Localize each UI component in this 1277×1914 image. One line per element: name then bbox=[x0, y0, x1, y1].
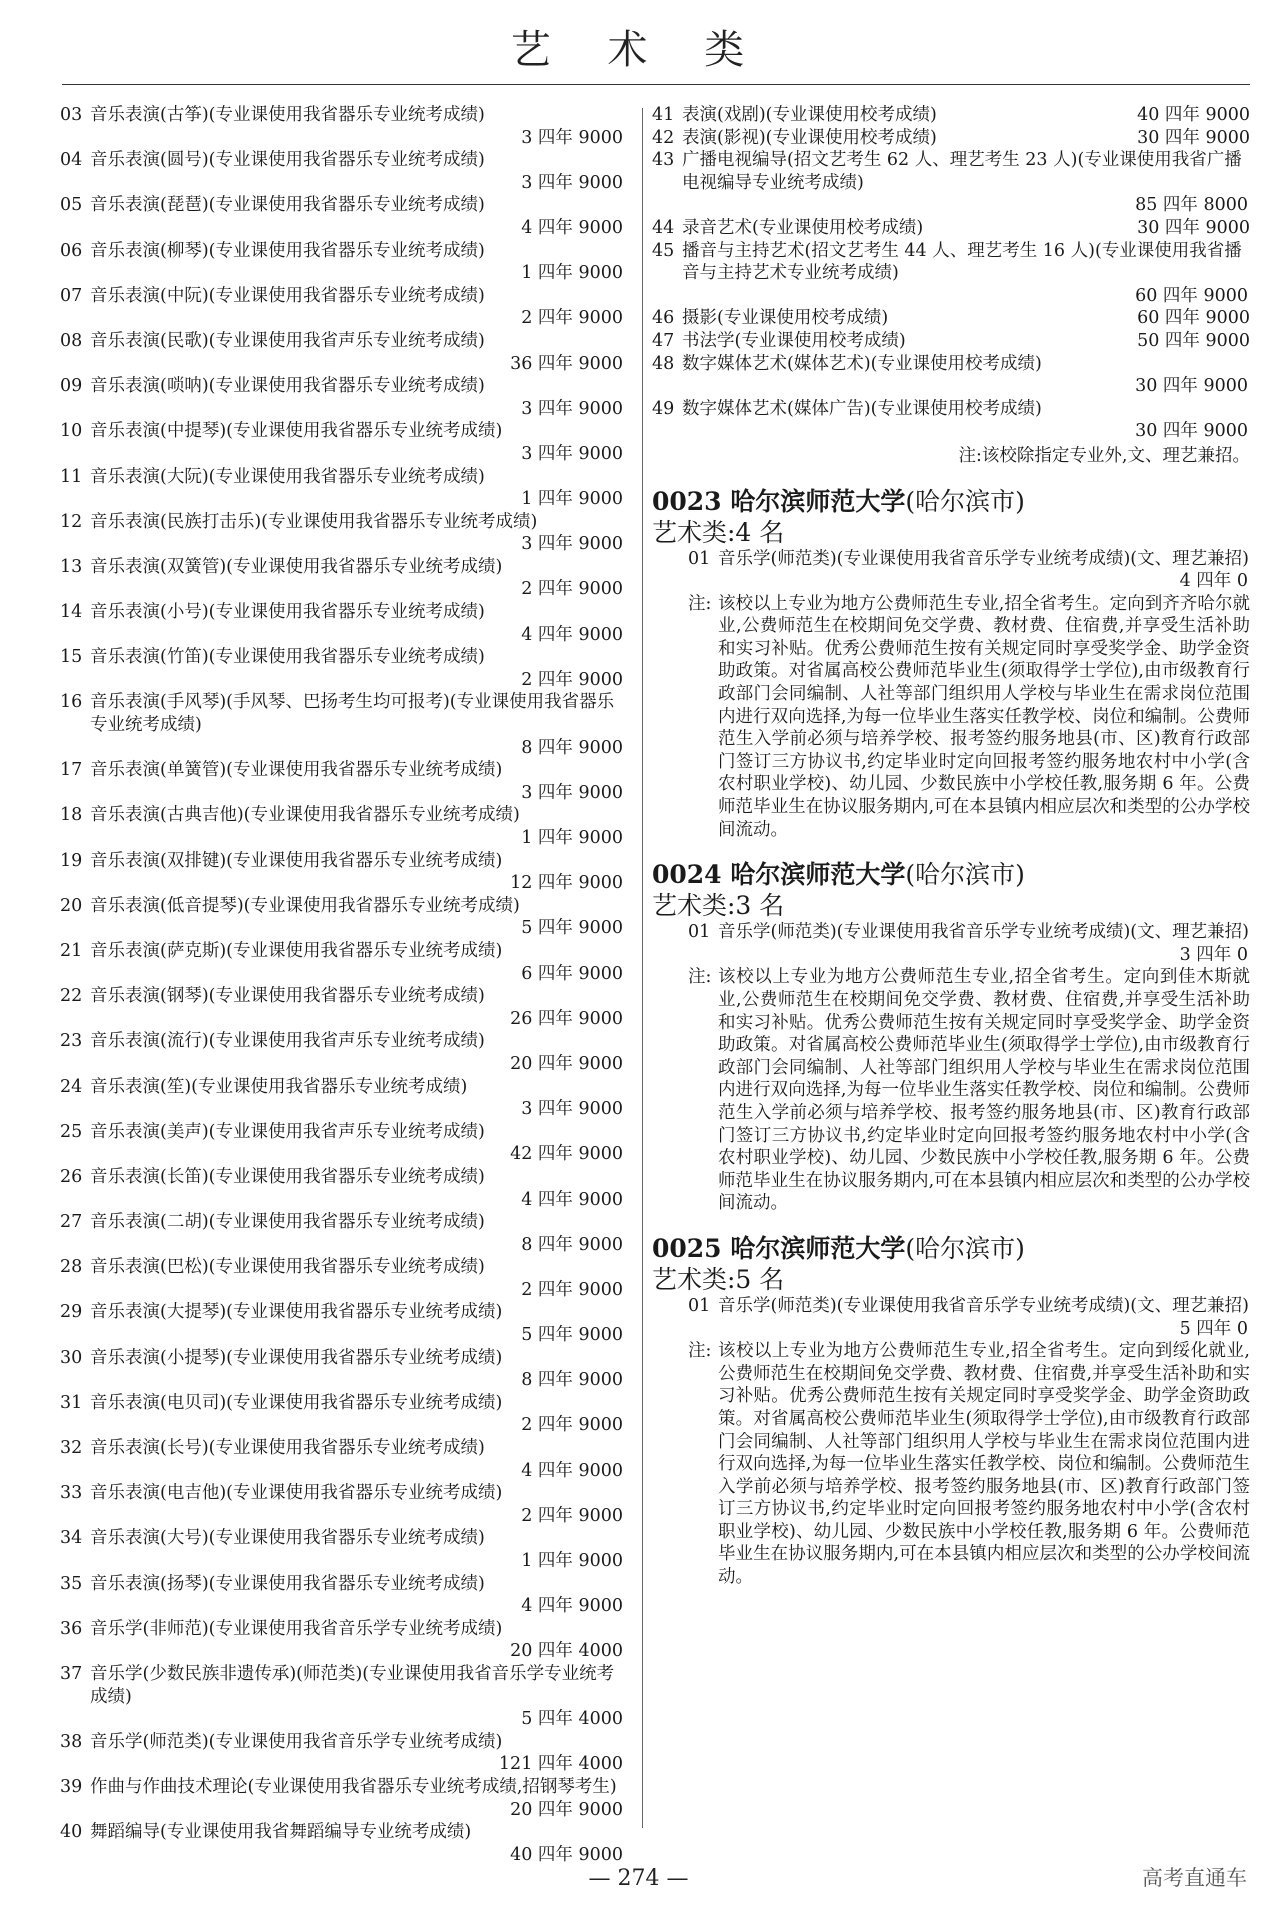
major-entry bbox=[60, 556, 625, 601]
major-entry bbox=[60, 285, 625, 330]
major-entry bbox=[60, 759, 625, 804]
major-name: 音乐学(师范类)(专业课使用我省音乐学专业统考成绩)(文、理艺兼招) bbox=[718, 1295, 1249, 1316]
major-name: 音乐表演(柳琴)(专业课使用我省器乐专业统考成绩) bbox=[90, 240, 485, 261]
major-entry bbox=[60, 1121, 625, 1166]
major-code: 33 bbox=[60, 1483, 83, 1504]
major-stats: 40 四年 9000 bbox=[1137, 105, 1250, 125]
major-code: 08 bbox=[60, 330, 83, 351]
major-code: 30 bbox=[60, 1347, 83, 1368]
major-stats: 5 四年 9000 bbox=[521, 918, 623, 939]
major-name: 音乐表演(钢琴)(专业课使用我省器乐专业统考成绩) bbox=[90, 986, 485, 1007]
major-stats: 3 四年 9000 bbox=[521, 398, 623, 419]
school-note bbox=[652, 593, 1250, 842]
major-line bbox=[60, 646, 625, 669]
major-code: 13 bbox=[60, 556, 83, 577]
major-code: 45 bbox=[652, 240, 675, 261]
major-code: 49 bbox=[652, 398, 675, 419]
major-code: 21 bbox=[60, 940, 83, 961]
major-name: 音乐表演(扬琴)(专业课使用我省器乐专业统考成绩) bbox=[90, 1573, 485, 1594]
school-name: 哈尔滨师范大学 bbox=[730, 486, 906, 516]
major-line bbox=[652, 240, 1250, 285]
major-line bbox=[60, 1573, 625, 1596]
school-quota: 艺术类:3 名 bbox=[652, 891, 785, 921]
major-name: 音乐表演(圆号)(专业课使用我省器乐专业统考成绩) bbox=[90, 150, 485, 171]
school-heading bbox=[652, 859, 1250, 891]
left-column bbox=[60, 104, 625, 1866]
school-name: 哈尔滨师范大学 bbox=[730, 1233, 906, 1263]
school-list bbox=[652, 486, 1250, 1589]
major-code: 19 bbox=[60, 850, 83, 871]
major-entry bbox=[60, 1731, 625, 1776]
school-heading bbox=[652, 1233, 1250, 1265]
major-name: 音乐表演(小号)(专业课使用我省器乐专业统考成绩) bbox=[90, 602, 485, 623]
school-city: (哈尔滨市) bbox=[905, 486, 1025, 516]
major-name: 音乐表演(流行)(专业课使用我省声乐专业统考成绩) bbox=[90, 1031, 485, 1052]
major-line bbox=[688, 921, 1250, 944]
major-line bbox=[60, 1776, 625, 1799]
major-stats: 20 四年 4000 bbox=[510, 1641, 623, 1662]
major-entry bbox=[60, 601, 625, 646]
major-line bbox=[60, 1030, 625, 1053]
major-entry bbox=[60, 1437, 625, 1482]
major-stats: 4 四年 9000 bbox=[521, 624, 623, 645]
major-line bbox=[60, 330, 625, 353]
major-name: 数字媒体艺术(媒体广告)(专业课使用校考成绩) bbox=[682, 398, 1042, 419]
major-name: 音乐表演(小提琴)(专业课使用我省器乐专业统考成绩) bbox=[90, 1347, 503, 1368]
major-entry bbox=[60, 511, 625, 556]
major-name: 数字媒体艺术(媒体艺术)(专业课使用校考成绩) bbox=[682, 353, 1042, 374]
major-code: 27 bbox=[60, 1212, 83, 1233]
major-line bbox=[60, 1821, 625, 1844]
major-line bbox=[652, 398, 1250, 421]
major-name: 音乐学(师范类)(专业课使用我省音乐学专业统考成绩) bbox=[90, 1731, 503, 1752]
major-entry bbox=[60, 985, 625, 1030]
school-block bbox=[652, 486, 1250, 842]
school-city: (哈尔滨市) bbox=[905, 1233, 1025, 1263]
major-stats: 4 四年 9000 bbox=[521, 1460, 623, 1481]
major-line bbox=[60, 1301, 625, 1324]
major-stats: 30 四年 9000 bbox=[1135, 421, 1248, 442]
major-line bbox=[60, 104, 625, 127]
major-entry bbox=[60, 1076, 625, 1121]
major-name: 音乐表演(大阮)(专业课使用我省器乐专业统考成绩) bbox=[90, 466, 485, 487]
major-name: 广播电视编导(招文艺考生 62 人、理艺考生 23 人)(专业课使用我省广播电视编导专业统考成绩) bbox=[682, 150, 1242, 193]
major-code: 43 bbox=[652, 150, 675, 171]
major-stats: 30 四年 9000 bbox=[1137, 217, 1250, 238]
major-entry bbox=[60, 691, 625, 759]
major-line bbox=[60, 895, 625, 918]
major-code: 07 bbox=[60, 285, 83, 306]
major-code: 36 bbox=[60, 1618, 83, 1639]
major-code: 12 bbox=[60, 511, 83, 532]
major-code: 17 bbox=[60, 760, 83, 781]
major-line bbox=[60, 149, 625, 172]
major-entry bbox=[60, 804, 625, 849]
major-code: 26 bbox=[60, 1166, 83, 1187]
major-stats: 2 四年 9000 bbox=[521, 1279, 623, 1300]
major-stats: 30 四年 9000 bbox=[1137, 127, 1250, 148]
major-name: 音乐表演(长号)(专业课使用我省器乐专业统考成绩) bbox=[90, 1438, 485, 1459]
major-line bbox=[688, 1295, 1250, 1318]
major-code: 23 bbox=[60, 1031, 83, 1052]
major-line bbox=[652, 330, 1250, 353]
major-line bbox=[60, 1731, 625, 1754]
school-note bbox=[652, 966, 1250, 1215]
major-stats: 1 四年 9000 bbox=[521, 263, 623, 284]
right-column bbox=[652, 104, 1250, 1589]
major-stats: 50 四年 9000 bbox=[1137, 330, 1250, 351]
major-line bbox=[60, 1256, 625, 1279]
major-name: 音乐表演(单簧管)(专业课使用我省器乐专业统考成绩) bbox=[90, 760, 503, 781]
page-header-title: 艺 术 类 bbox=[510, 27, 767, 73]
major-line bbox=[652, 217, 1250, 240]
major-name: 录音艺术(专业课使用校考成绩) bbox=[682, 217, 924, 238]
major-code: 18 bbox=[60, 805, 83, 826]
major-name: 音乐表演(唢呐)(专业课使用我省器乐专业统考成绩) bbox=[90, 376, 485, 397]
major-stats: 60 四年 9000 bbox=[1135, 285, 1248, 306]
major-code: 01 bbox=[688, 548, 711, 569]
school-city: (哈尔滨市) bbox=[905, 860, 1025, 890]
major-name: 音乐表演(大提琴)(专业课使用我省器乐专业统考成绩) bbox=[90, 1302, 503, 1323]
note-label: 注: bbox=[688, 1341, 712, 1362]
school-heading bbox=[652, 486, 1250, 518]
note-label: 注: bbox=[688, 593, 712, 614]
major-code: 28 bbox=[60, 1257, 83, 1278]
major-stats: 3 四年 9000 bbox=[521, 443, 623, 464]
school-block bbox=[652, 1233, 1250, 1589]
right-major-list bbox=[652, 104, 1250, 443]
major-stats: 2 四年 9000 bbox=[521, 1415, 623, 1436]
major-code: 06 bbox=[60, 240, 83, 261]
school-block bbox=[652, 859, 1250, 1215]
major-code: 46 bbox=[652, 308, 675, 329]
major-line bbox=[60, 985, 625, 1008]
school-note bbox=[652, 1340, 1250, 1589]
major-code: 22 bbox=[60, 986, 83, 1007]
note-text: 该校以上专业为地方公费师范生专业,招全省考生。定向到佳木斯就业,公费师范生在校期间免交学费、教材费、住宿费,并享受生活补助和实习补贴。优秀公费师范生按有关规定同时享受奖学金、助学金资助政策。对省属高校公费师范毕业生(须取得学士学位),由市级教育行政部门会同编制、人社等部门组织用人学校与毕业生在需求岗位范围内进行双向选择,为每一位毕业生落实任教学校、岗位和编制。公费师范生入学前必须与培养学校、报考签约服务地县(市、区)教育行政部门签订三方协议书,约定毕业时定向回报考签约服务地农村中小学(含农村职业学校)、幼儿园、少数民族中小学校任教,服务期 6 年。公费师范毕业生在协议服务期内,可在本县镇内相应层次和类型的公办学校间流动。 bbox=[718, 967, 1250, 1214]
major-entry bbox=[60, 1256, 625, 1301]
major-name: 音乐表演(萨克斯)(专业课使用我省器乐专业统考成绩) bbox=[90, 940, 503, 961]
major-stats: 60 四年 9000 bbox=[1137, 308, 1250, 329]
major-stats: 8 四年 9000 bbox=[521, 1370, 623, 1391]
major-stats: 5 四年 4000 bbox=[521, 1709, 623, 1730]
school-note: 注:该校除指定专业外,文、理艺兼招。 bbox=[958, 445, 1250, 466]
major-code: 09 bbox=[60, 376, 83, 397]
major-entry bbox=[60, 895, 625, 940]
major-name: 音乐表演(中提琴)(专业课使用我省器乐专业统考成绩) bbox=[90, 421, 503, 442]
major-line bbox=[60, 1121, 625, 1144]
major-name: 音乐表演(笙)(专业课使用我省器乐专业统考成绩) bbox=[90, 1076, 468, 1097]
major-code: 38 bbox=[60, 1731, 83, 1752]
major-code: 39 bbox=[60, 1776, 83, 1797]
major-name: 音乐表演(长笛)(专业课使用我省器乐专业统考成绩) bbox=[90, 1166, 485, 1187]
major-name: 音乐表演(低音提琴)(专业课使用我省器乐专业统考成绩) bbox=[90, 895, 520, 916]
major-stats: 3 四年 9000 bbox=[521, 782, 623, 803]
major-name: 音乐表演(大号)(专业课使用我省器乐专业统考成绩) bbox=[90, 1528, 485, 1549]
major-stats: 4 四年 0 bbox=[1179, 571, 1248, 592]
major-entry bbox=[652, 398, 1250, 443]
major-entry bbox=[652, 307, 1250, 330]
major-entry bbox=[60, 1527, 625, 1572]
major-entry bbox=[652, 104, 1250, 127]
school-code: 0023 bbox=[652, 486, 722, 516]
major-stats: 2 四年 9000 bbox=[521, 669, 623, 690]
major-entry bbox=[60, 1573, 625, 1618]
major-name: 音乐表演(手风琴)(手风琴、巴扬考生均可报考)(专业课使用我省器乐专业统考成绩) bbox=[90, 692, 615, 736]
major-stats: 20 四年 9000 bbox=[510, 1053, 623, 1074]
major-name: 音乐表演(民族打击乐)(专业课使用我省器乐专业统考成绩) bbox=[90, 511, 538, 532]
major-entry bbox=[60, 420, 625, 465]
major-entry bbox=[60, 1347, 625, 1392]
major-entry bbox=[60, 1392, 625, 1437]
major-name: 音乐表演(巴松)(专业课使用我省器乐专业统考成绩) bbox=[90, 1257, 485, 1278]
major-code: 40 bbox=[60, 1822, 83, 1843]
major-stats: 3 四年 9000 bbox=[521, 172, 623, 193]
major-line bbox=[60, 940, 625, 963]
major-stats: 12 四年 9000 bbox=[510, 873, 623, 894]
school-code: 0024 bbox=[652, 860, 722, 890]
major-code: 16 bbox=[60, 692, 83, 713]
major-entry bbox=[652, 1295, 1250, 1340]
major-code: 10 bbox=[60, 421, 83, 442]
major-stats: 4 四年 9000 bbox=[521, 217, 623, 238]
major-code: 44 bbox=[652, 217, 675, 238]
major-code: 14 bbox=[60, 602, 83, 623]
major-code: 42 bbox=[652, 127, 675, 148]
major-code: 24 bbox=[60, 1076, 83, 1097]
school-quota: 艺术类:4 名 bbox=[652, 517, 785, 547]
major-line bbox=[60, 466, 625, 489]
major-entry bbox=[60, 375, 625, 420]
major-code: 11 bbox=[60, 466, 83, 487]
major-code: 01 bbox=[688, 1295, 711, 1316]
major-stats: 2 四年 9000 bbox=[521, 308, 623, 329]
major-line bbox=[60, 1618, 625, 1641]
major-name: 作曲与作曲技术理论(专业课使用我省器乐专业统考成绩,招钢琴考生) bbox=[90, 1776, 617, 1797]
major-stats: 36 四年 9000 bbox=[510, 353, 623, 374]
major-entry bbox=[60, 1030, 625, 1075]
major-entry bbox=[60, 1301, 625, 1346]
major-stats: 2 四年 9000 bbox=[521, 579, 623, 600]
school-quota: 艺术类:5 名 bbox=[652, 1264, 785, 1294]
page-number: — 274 — bbox=[588, 1866, 689, 1891]
major-code: 37 bbox=[60, 1663, 83, 1684]
major-stats: 42 四年 9000 bbox=[510, 1144, 623, 1165]
major-code: 05 bbox=[60, 195, 83, 216]
major-code: 31 bbox=[60, 1392, 83, 1413]
major-entry bbox=[60, 646, 625, 691]
major-code: 48 bbox=[652, 353, 675, 374]
major-line bbox=[652, 307, 1250, 330]
major-code: 32 bbox=[60, 1438, 83, 1459]
major-line bbox=[60, 601, 625, 624]
major-entry bbox=[652, 330, 1250, 353]
major-stats: 4 四年 9000 bbox=[521, 1189, 623, 1210]
major-entry bbox=[60, 240, 625, 285]
major-code: 01 bbox=[688, 922, 711, 943]
note-text: 该校以上专业为地方公费师范生专业,招全省考生。定向到齐齐哈尔就业,公费师范生在校期间免交学费、教材费、住宿费,并享受生活补助和实习补贴。优秀公费师范生按有关规定同时享受奖学金、助学金资助政策。对省属高校公费师范毕业生(须取得学士学位),由市级教育行政部门会同编制、人社等部门组织用人学校与毕业生在需求岗位范围内进行双向选择,为每一位毕业生落实任教学校、岗位和编制。公费师范生入学前必须与培养学校、报考签约服务地县(市、区)教育行政部门签订三方协议书,约定毕业时定向回报考签约服务地农村中小学(含农村职业学校)、幼儿园、少数民族中小学校任教,服务期 6 年。公费师范毕业生在协议服务期内,可在本县镇内相应层次和类型的公办学校间流动。 bbox=[718, 593, 1250, 840]
major-stats: 20 四年 9000 bbox=[510, 1799, 623, 1820]
major-stats: 4 四年 9000 bbox=[521, 1596, 623, 1617]
major-entry bbox=[652, 921, 1250, 966]
major-name: 舞蹈编导(专业课使用我省舞蹈编导专业统考成绩) bbox=[90, 1822, 472, 1843]
major-stats: 121 四年 4000 bbox=[498, 1754, 623, 1775]
major-name: 书法学(专业课使用校考成绩) bbox=[682, 330, 906, 351]
major-line bbox=[60, 285, 625, 308]
major-entry bbox=[652, 127, 1250, 150]
major-name: 音乐表演(美声)(专业课使用我省声乐专业统考成绩) bbox=[90, 1121, 485, 1142]
major-name: 表演(影视)(专业课使用校考成绩) bbox=[682, 127, 937, 148]
major-code: 29 bbox=[60, 1302, 83, 1323]
major-name: 音乐表演(中阮)(专业课使用我省器乐专业统考成绩) bbox=[90, 285, 485, 306]
major-line bbox=[60, 850, 625, 873]
major-line bbox=[60, 759, 625, 782]
major-stats: 26 四年 9000 bbox=[510, 1008, 623, 1029]
major-name: 摄影(专业课使用校考成绩) bbox=[682, 308, 889, 329]
major-name: 音乐表演(电吉他)(专业课使用我省器乐专业统考成绩) bbox=[90, 1483, 503, 1504]
major-stats: 8 四年 9000 bbox=[521, 1234, 623, 1255]
major-name: 表演(戏剧)(专业课使用校考成绩) bbox=[682, 105, 937, 125]
major-name: 音乐表演(竹笛)(专业课使用我省器乐专业统考成绩) bbox=[90, 647, 485, 668]
major-line bbox=[60, 556, 625, 579]
school-code: 0025 bbox=[652, 1233, 722, 1263]
major-name: 音乐表演(双排键)(专业课使用我省器乐专业统考成绩) bbox=[90, 850, 503, 871]
brand-watermark: 高考直通车 bbox=[1142, 1866, 1247, 1890]
major-name: 音乐表演(双簧管)(专业课使用我省器乐专业统考成绩) bbox=[90, 556, 503, 577]
major-entry bbox=[60, 1821, 625, 1866]
major-entry bbox=[60, 1166, 625, 1211]
major-name: 音乐表演(古筝)(专业课使用我省器乐专业统考成绩) bbox=[90, 105, 485, 125]
major-entry bbox=[60, 1618, 625, 1663]
major-line bbox=[652, 104, 1250, 127]
major-entry bbox=[60, 330, 625, 375]
major-line bbox=[60, 375, 625, 398]
major-line bbox=[60, 1437, 625, 1460]
major-name: 音乐表演(二胡)(专业课使用我省器乐专业统考成绩) bbox=[90, 1212, 485, 1233]
major-entry bbox=[652, 548, 1250, 593]
major-entry bbox=[60, 1776, 625, 1821]
major-name: 播音与主持艺术(招文艺考生 44 人、理艺考生 16 人)(专业课使用我省播音与主持艺术专业统考成绩) bbox=[682, 240, 1242, 284]
major-stats: 8 四年 9000 bbox=[521, 737, 623, 758]
major-line bbox=[652, 127, 1250, 150]
major-entry bbox=[60, 194, 625, 239]
major-code: 35 bbox=[60, 1573, 83, 1594]
major-entry bbox=[60, 466, 625, 511]
major-line bbox=[688, 548, 1250, 571]
major-code: 41 bbox=[652, 105, 675, 125]
major-name: 音乐表演(民歌)(专业课使用我省声乐专业统考成绩) bbox=[90, 330, 485, 351]
major-stats: 40 四年 9000 bbox=[510, 1844, 623, 1865]
major-entry bbox=[652, 240, 1250, 308]
column-divider bbox=[642, 108, 643, 1828]
major-line bbox=[60, 691, 625, 736]
major-line bbox=[60, 804, 625, 827]
major-line bbox=[652, 353, 1250, 376]
header-rule bbox=[62, 84, 1250, 85]
major-line bbox=[652, 149, 1250, 194]
major-entry bbox=[652, 217, 1250, 240]
major-stats: 5 四年 9000 bbox=[521, 1325, 623, 1346]
major-code: 04 bbox=[60, 150, 83, 171]
major-entry bbox=[652, 353, 1250, 398]
major-stats: 1 四年 9000 bbox=[521, 828, 623, 848]
major-line bbox=[60, 1527, 625, 1550]
major-code: 03 bbox=[60, 105, 83, 125]
major-stats: 6 四年 9000 bbox=[521, 963, 623, 984]
major-line bbox=[60, 194, 625, 217]
major-name: 音乐学(少数民族非遗传承)(师范类)(专业课使用我省音乐学专业统考成绩) bbox=[90, 1663, 615, 1707]
major-entry bbox=[652, 149, 1250, 217]
school-name: 哈尔滨师范大学 bbox=[730, 860, 906, 890]
major-stats: 3 四年 9000 bbox=[521, 534, 623, 555]
major-line bbox=[60, 1211, 625, 1234]
major-stats: 3 四年 9000 bbox=[521, 1099, 623, 1120]
major-line bbox=[60, 1166, 625, 1189]
major-line bbox=[60, 1482, 625, 1505]
major-line bbox=[60, 1076, 625, 1099]
major-line bbox=[60, 1392, 625, 1415]
major-stats: 30 四年 9000 bbox=[1135, 376, 1248, 397]
major-entry bbox=[60, 850, 625, 895]
major-code: 34 bbox=[60, 1528, 83, 1549]
major-code: 15 bbox=[60, 647, 83, 668]
major-entry bbox=[60, 940, 625, 985]
major-name: 音乐表演(电贝司)(专业课使用我省器乐专业统考成绩) bbox=[90, 1392, 503, 1413]
major-line bbox=[60, 511, 625, 534]
major-entry bbox=[60, 149, 625, 194]
major-entry bbox=[60, 104, 625, 149]
major-name: 音乐表演(琵琶)(专业课使用我省器乐专业统考成绩) bbox=[90, 195, 485, 216]
major-stats: 5 四年 0 bbox=[1179, 1318, 1248, 1339]
major-stats: 1 四年 9000 bbox=[521, 489, 623, 510]
major-line bbox=[60, 1347, 625, 1370]
major-entry bbox=[60, 1663, 625, 1731]
major-entry bbox=[60, 1211, 625, 1256]
major-line bbox=[60, 240, 625, 263]
major-stats: 1 四年 9000 bbox=[521, 1551, 623, 1571]
note-label: 注: bbox=[688, 967, 712, 988]
major-name: 音乐表演(古典吉他)(专业课使用我省器乐专业统考成绩) bbox=[90, 805, 520, 826]
major-code: 20 bbox=[60, 895, 83, 916]
major-stats: 3 四年 9000 bbox=[521, 127, 623, 148]
major-line bbox=[60, 420, 625, 443]
note-text: 该校以上专业为地方公费师范生专业,招全省考生。定向到绥化就业,公费师范生在校期间免交学费、教材费、住宿费,并享受生活补助和实习补贴。优秀公费师范生按有关规定同时享受奖学金、助学金资助政策。对省属高校公费师范毕业生(须取得学士学位),由市级教育行政部门会同编制、人社等部门组织用人学校与毕业生在需求岗位范围内进行双向选择,为每一位毕业生落实任教学校、岗位和编制。公费师范生入学前必须与培养学校、报考签约服务地县(市、区)教育行政部门签订三方协议书,约定毕业时定向回报考签约服务地农村中小学(含农村职业学校)、幼儿园、少数民族中小学校任教,服务期 6 年。公费师范毕业生在协议服务期内,可在本县镇内相应层次和类型的公办学校间流动。 bbox=[718, 1341, 1250, 1588]
major-stats: 3 四年 0 bbox=[1179, 944, 1248, 965]
major-stats: 2 四年 9000 bbox=[521, 1505, 623, 1526]
major-line bbox=[60, 1663, 625, 1708]
major-stats: 85 四年 8000 bbox=[1135, 195, 1248, 216]
major-code: 25 bbox=[60, 1121, 83, 1142]
major-entry bbox=[60, 1482, 625, 1527]
major-code: 47 bbox=[652, 330, 675, 351]
major-name: 音乐学(非师范)(专业课使用我省音乐学专业统考成绩) bbox=[90, 1618, 503, 1639]
major-name: 音乐学(师范类)(专业课使用我省音乐学专业统考成绩)(文、理艺兼招) bbox=[718, 548, 1249, 569]
major-name: 音乐学(师范类)(专业课使用我省音乐学专业统考成绩)(文、理艺兼招) bbox=[718, 922, 1249, 943]
